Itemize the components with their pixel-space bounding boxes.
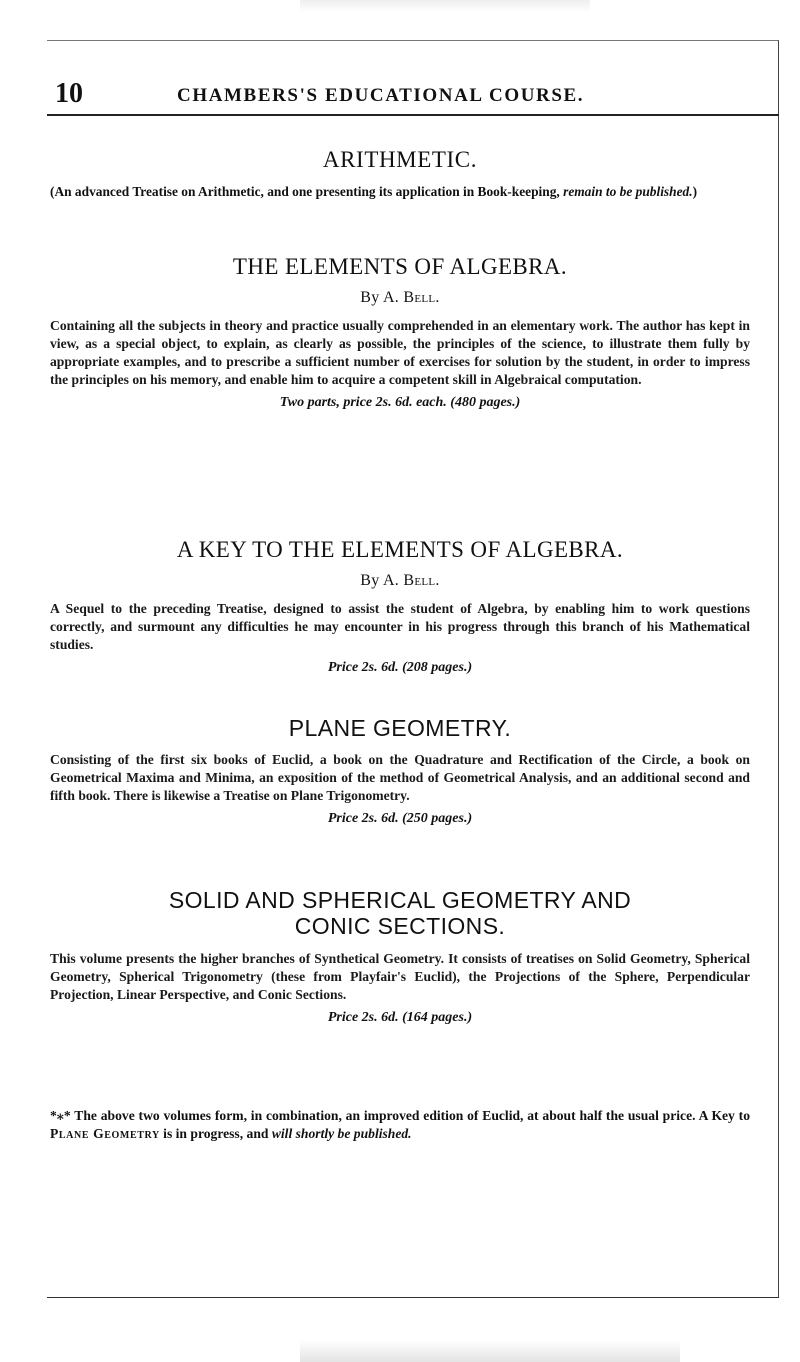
section-description: A Sequel to the preceding Treatise, designed to assist the student of Algebra, by enabling him to work questions correctly, and surmount any difficulties he may encounter in his progress through this branch of his Mathematical studies.	[50, 601, 750, 653]
section-arithmetic	[50, 147, 750, 200]
title-line-2: CONIC SECTIONS.	[294, 913, 506, 940]
section-elements-of-algebra	[50, 254, 750, 411]
note-marker: *⁎*	[50, 1107, 71, 1123]
section-author	[50, 572, 750, 590]
note-text-middle: is in progress, and	[159, 1125, 272, 1141]
running-header	[47, 72, 779, 116]
note-text: The above two volumes form, in combination, an improved edition of Euclid, at about half the usual price. A Key to	[70, 1107, 750, 1123]
section-subtitle	[50, 183, 750, 200]
note-italic: will shortly be published.	[271, 1125, 412, 1141]
running-title: CHAMBERS'S EDUCATIONAL COURSE.	[177, 85, 585, 106]
section-solid-spherical-geometry	[50, 887, 750, 1026]
section-description: Consisting of the first six books of Euclid, a book on the Quadrature and Rectification of the Circle, a book on Geometrical Maxima and Minima, an exposition of the method of Geometrical Analysis, and an additional second and fifth book. There is likewise a Treatise on Plane Trigonometry.	[50, 752, 750, 804]
page-bottom-rule	[47, 1297, 779, 1298]
section-description: This volume presents the higher branches of Synthetical Geometry. It consists of treatises on Solid Geometry, Spherical Geometry, Spherical Trigonometry (these from Playfair's Euclid), the Projections of the Sphere, Perpendicular Projection, Linear Perspective, and Conic Sections.	[50, 950, 750, 1002]
author-prefix: By A.	[360, 289, 404, 307]
section-title: ARITHMETIC.	[322, 147, 478, 172]
section-price: Price 2s. 6d. (250 pages.)	[327, 811, 473, 827]
author-name: Bell.	[403, 289, 440, 307]
author-prefix: By A.	[360, 572, 404, 590]
footnote	[50, 1107, 750, 1143]
page-edge-shadow-bottom	[300, 1340, 680, 1362]
section-plane-geometry	[50, 715, 750, 827]
subtitle-end: )	[692, 184, 698, 200]
subtitle-text: (An advanced Treatise on Arithmetic, and one presenting its application in Book-keeping,	[50, 184, 564, 200]
subtitle-italic: remain to be published.	[563, 184, 693, 200]
section-description: Containing all the subjects in theory and practice usually comprehended in an elementary work. The author has kept in view, as a special object, to explain, as clearly as possible, the principles of the science, to illustrate them fully by appropriate examples, and to prescribe a sufficient number of exercises for solution by the student, in order to impress the principles on his memory, and enable him to acquire a competent skill in Algebraical computation.	[50, 318, 750, 388]
title-line-1: SOLID AND SPHERICAL GEOMETRY AND	[168, 887, 632, 913]
section-title: THE ELEMENTS OF ALGEBRA.	[232, 254, 568, 279]
section-title	[50, 887, 750, 940]
author-name: Bell.	[403, 572, 440, 590]
section-key-to-algebra	[50, 537, 750, 676]
section-price: Price 2s. 6d. (164 pages.)	[327, 1009, 473, 1025]
note-smallcaps: Plane Geometry	[50, 1125, 160, 1141]
section-price: Two parts, price 2s. 6d. each. (480 pages.)	[279, 395, 521, 411]
section-title: PLANE GEOMETRY.	[288, 715, 512, 741]
section-price: Price 2s. 6d. (208 pages.)	[327, 660, 473, 676]
page-number: 10	[55, 78, 83, 109]
page-edge-shadow-top	[300, 0, 590, 12]
section-title: A KEY TO THE ELEMENTS OF ALGEBRA.	[176, 537, 624, 562]
section-author	[50, 289, 750, 307]
